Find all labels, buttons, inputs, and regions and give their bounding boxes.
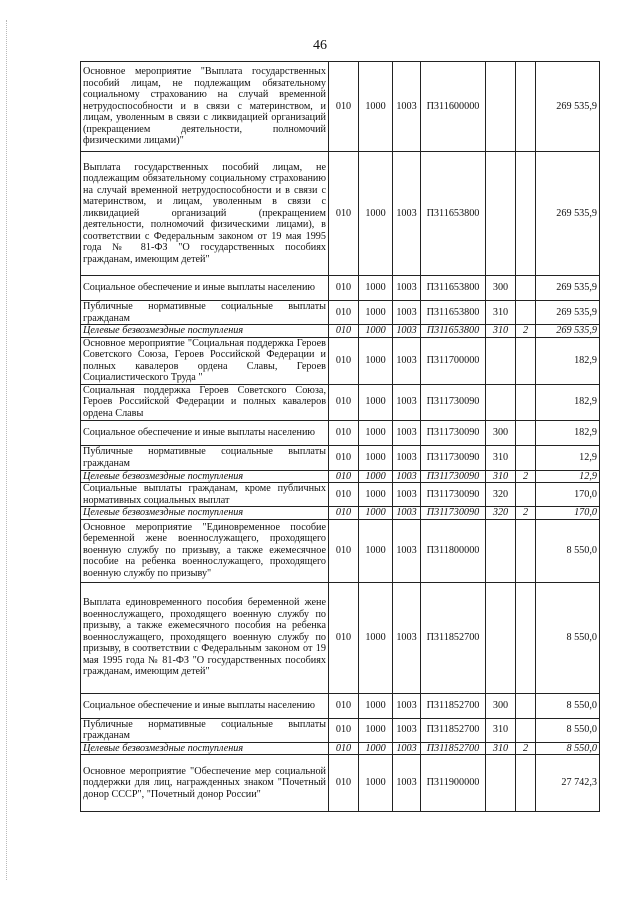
cell-kosgu [516, 445, 536, 470]
cell-section: 1000 [359, 470, 393, 483]
row-name: Основное мероприятие "Выплата государственных пособий лицам, не подлежащим обязательному социальному страхованию на случай временной нетрудоспособности и в связи с материнством, и лицам, уволенным в связи с ликвидацией организаций (прекращением деятельности, полномочий физическими лицами)" [81, 62, 329, 152]
table-row [81, 582, 600, 693]
cell-section: 1000 [359, 582, 393, 693]
row-name: Социальная поддержка Героев Советского Союза, Героев Российской Федерации и полных кавалеров ордена Славы [81, 384, 329, 420]
table-row [81, 384, 600, 420]
table-row [81, 742, 600, 755]
row-name: Выплата единовременного пособия беременной жене военнослужащего, проходящего военную службу по призыву, а также ежемесячного пособия на ребенка военнослужащего, проходящего военную службу по призыву, в соответствии с Федеральным законом от 19 мая 1995 года № 81-ФЗ "О государственных пособиях гражданам, имеющим детей" [81, 582, 329, 693]
cell-kosgu [516, 152, 536, 276]
cell-target-article: П311852700 [421, 742, 486, 755]
cell-kosgu [516, 755, 536, 812]
cell-section: 1000 [359, 519, 393, 582]
cell-subsection: 1003 [393, 742, 421, 755]
cell-expense-type [486, 62, 516, 152]
cell-amount: 182,9 [536, 384, 600, 420]
cell-section: 1000 [359, 337, 393, 384]
cell-target-article: П311730090 [421, 507, 486, 520]
table-row [81, 337, 600, 384]
cell-kosgu: 2 [516, 325, 536, 338]
cell-subsection: 1003 [393, 301, 421, 325]
row-name: Социальные выплаты гражданам, кроме публичных нормативных социальных выплат [81, 483, 329, 507]
cell-target-article: П311730090 [421, 445, 486, 470]
cell-amount: 269 535,9 [536, 152, 600, 276]
cell-grbs: 010 [329, 301, 359, 325]
table-row [81, 152, 600, 276]
row-name: Выплата государственных пособий лицам, не подлежащим обязательному социальному страхованию на случай временной нетрудоспособности и в связи с материнством, и лицам, уволенным в связи с ликвидацией организаций (прекращением деятельности, полномочий физическими лицами), в соответствии с Федеральным законом от 19 мая 1995 года № 81-ФЗ "О государственных пособиях гражданам, имеющим детей" [81, 152, 329, 276]
cell-subsection: 1003 [393, 384, 421, 420]
cell-amount: 8 550,0 [536, 718, 600, 742]
cell-section: 1000 [359, 301, 393, 325]
cell-target-article: П311653800 [421, 301, 486, 325]
cell-grbs: 010 [329, 483, 359, 507]
cell-expense-type: 310 [486, 445, 516, 470]
cell-target-article: П311800000 [421, 519, 486, 582]
cell-section: 1000 [359, 483, 393, 507]
cell-section: 1000 [359, 507, 393, 520]
table-row [81, 62, 600, 152]
cell-expense-type: 320 [486, 483, 516, 507]
cell-grbs: 010 [329, 152, 359, 276]
cell-expense-type: 310 [486, 470, 516, 483]
cell-amount: 12,9 [536, 470, 600, 483]
row-name: Публичные нормативные социальные выплаты гражданам [81, 718, 329, 742]
cell-kosgu [516, 582, 536, 693]
cell-section: 1000 [359, 325, 393, 338]
cell-section: 1000 [359, 755, 393, 812]
cell-kosgu [516, 420, 536, 445]
cell-expense-type [486, 384, 516, 420]
cell-kosgu [516, 384, 536, 420]
cell-expense-type [486, 152, 516, 276]
cell-grbs: 010 [329, 693, 359, 718]
cell-subsection: 1003 [393, 152, 421, 276]
row-name: Основное мероприятие "Единовременное пособие беременной жене военнослужащего, проходящего военную службу по призыву, а также ежемесячное пособие на ребенка военнослужащего, проходящего военную службу по призыву" [81, 519, 329, 582]
cell-subsection: 1003 [393, 755, 421, 812]
row-name: Целевые безвозмездные поступления [81, 507, 329, 520]
cell-grbs: 010 [329, 276, 359, 301]
cell-amount: 27 742,3 [536, 755, 600, 812]
cell-kosgu [516, 62, 536, 152]
cell-section: 1000 [359, 742, 393, 755]
cell-amount: 182,9 [536, 337, 600, 384]
cell-subsection: 1003 [393, 507, 421, 520]
cell-target-article: П311852700 [421, 582, 486, 693]
row-name: Целевые безвозмездные поступления [81, 470, 329, 483]
cell-target-article: П311852700 [421, 718, 486, 742]
cell-subsection: 1003 [393, 62, 421, 152]
cell-grbs: 010 [329, 718, 359, 742]
cell-grbs: 010 [329, 384, 359, 420]
cell-grbs: 010 [329, 62, 359, 152]
cell-expense-type [486, 519, 516, 582]
cell-section: 1000 [359, 693, 393, 718]
row-name: Целевые безвозмездные поступления [81, 742, 329, 755]
cell-target-article: П311730090 [421, 483, 486, 507]
cell-kosgu [516, 519, 536, 582]
table-row [81, 507, 600, 520]
cell-amount: 269 535,9 [536, 301, 600, 325]
cell-subsection: 1003 [393, 470, 421, 483]
cell-section: 1000 [359, 152, 393, 276]
cell-expense-type: 300 [486, 276, 516, 301]
cell-subsection: 1003 [393, 582, 421, 693]
cell-grbs: 010 [329, 470, 359, 483]
cell-kosgu [516, 301, 536, 325]
cell-expense-type: 300 [486, 693, 516, 718]
cell-expense-type: 310 [486, 742, 516, 755]
cell-section: 1000 [359, 276, 393, 301]
budget-table [80, 61, 600, 812]
cell-amount: 182,9 [536, 420, 600, 445]
cell-subsection: 1003 [393, 325, 421, 338]
cell-amount: 170,0 [536, 507, 600, 520]
cell-target-article: П311730090 [421, 420, 486, 445]
cell-amount: 8 550,0 [536, 519, 600, 582]
cell-section: 1000 [359, 384, 393, 420]
cell-kosgu [516, 483, 536, 507]
table-row [81, 483, 600, 507]
row-name: Социальное обеспечение и иные выплаты населению [81, 420, 329, 445]
cell-expense-type: 310 [486, 301, 516, 325]
cell-target-article: П311600000 [421, 62, 486, 152]
row-name: Социальное обеспечение и иные выплаты населению [81, 276, 329, 301]
row-name: Основное мероприятие "Обеспечение мер социальной поддержки для лиц, награжденных знаком "Почетный донор СССР", "Почетный донор России" [81, 755, 329, 812]
cell-grbs: 010 [329, 755, 359, 812]
row-name: Публичные нормативные социальные выплаты гражданам [81, 445, 329, 470]
table-row [81, 470, 600, 483]
row-name: Публичные нормативные социальные выплаты гражданам [81, 301, 329, 325]
cell-expense-type: 320 [486, 507, 516, 520]
cell-subsection: 1003 [393, 693, 421, 718]
cell-expense-type: 310 [486, 718, 516, 742]
cell-kosgu [516, 718, 536, 742]
cell-section: 1000 [359, 420, 393, 445]
cell-kosgu [516, 337, 536, 384]
cell-kosgu [516, 276, 536, 301]
cell-amount: 269 535,9 [536, 62, 600, 152]
table-body [81, 62, 600, 812]
cell-subsection: 1003 [393, 519, 421, 582]
cell-target-article: П311900000 [421, 755, 486, 812]
cell-amount: 8 550,0 [536, 693, 600, 718]
cell-grbs: 010 [329, 519, 359, 582]
cell-expense-type [486, 582, 516, 693]
cell-subsection: 1003 [393, 483, 421, 507]
cell-amount: 269 535,9 [536, 276, 600, 301]
margin-marks [6, 20, 13, 880]
cell-target-article: П311700000 [421, 337, 486, 384]
cell-subsection: 1003 [393, 337, 421, 384]
table-row [81, 301, 600, 325]
row-name: Социальное обеспечение и иные выплаты населению [81, 693, 329, 718]
cell-kosgu: 2 [516, 470, 536, 483]
cell-subsection: 1003 [393, 445, 421, 470]
cell-expense-type: 310 [486, 325, 516, 338]
cell-section: 1000 [359, 62, 393, 152]
cell-target-article: П311730090 [421, 384, 486, 420]
cell-target-article: П311653800 [421, 276, 486, 301]
row-name: Основное мероприятие "Социальная поддержка Героев Советского Союза, Героев Российской Федерации и полных кавалеров ордена Славы, Героев Социалистического Труда " [81, 337, 329, 384]
cell-grbs: 010 [329, 742, 359, 755]
cell-amount: 12,9 [536, 445, 600, 470]
table-row [81, 325, 600, 338]
cell-grbs: 010 [329, 507, 359, 520]
cell-kosgu: 2 [516, 742, 536, 755]
cell-amount: 8 550,0 [536, 582, 600, 693]
table-row [81, 718, 600, 742]
cell-subsection: 1003 [393, 718, 421, 742]
cell-subsection: 1003 [393, 276, 421, 301]
cell-amount: 8 550,0 [536, 742, 600, 755]
table-row [81, 420, 600, 445]
cell-expense-type [486, 755, 516, 812]
cell-target-article: П311653800 [421, 325, 486, 338]
cell-amount: 170,0 [536, 483, 600, 507]
cell-expense-type: 300 [486, 420, 516, 445]
table-row [81, 693, 600, 718]
cell-kosgu [516, 693, 536, 718]
cell-grbs: 010 [329, 337, 359, 384]
table-row [81, 519, 600, 582]
cell-grbs: 010 [329, 420, 359, 445]
cell-grbs: 010 [329, 582, 359, 693]
table-row [81, 755, 600, 812]
cell-target-article: П311653800 [421, 152, 486, 276]
cell-section: 1000 [359, 445, 393, 470]
row-name: Целевые безвозмездные поступления [81, 325, 329, 338]
table-row [81, 276, 600, 301]
page-number: 46 [313, 38, 327, 53]
cell-expense-type [486, 337, 516, 384]
cell-kosgu: 2 [516, 507, 536, 520]
cell-amount: 269 535,9 [536, 325, 600, 338]
table-row [81, 445, 600, 470]
cell-subsection: 1003 [393, 420, 421, 445]
cell-target-article: П311852700 [421, 693, 486, 718]
cell-grbs: 010 [329, 325, 359, 338]
cell-target-article: П311730090 [421, 470, 486, 483]
cell-section: 1000 [359, 718, 393, 742]
cell-grbs: 010 [329, 445, 359, 470]
